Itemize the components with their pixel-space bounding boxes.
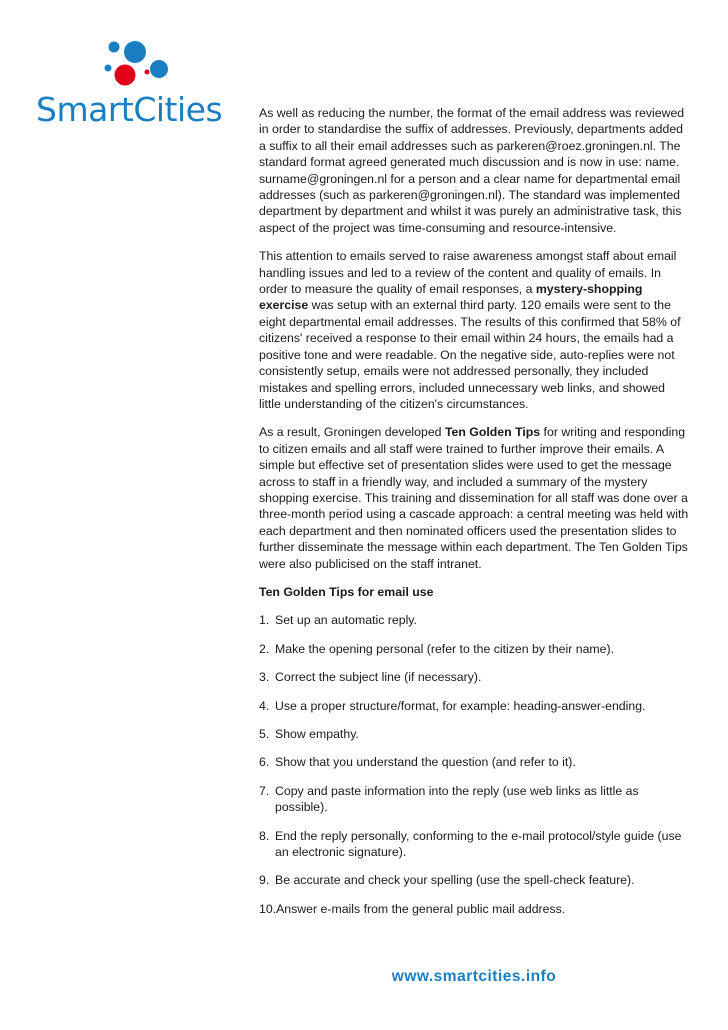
list-number: 5. xyxy=(259,727,270,741)
list-item xyxy=(259,901,689,917)
list-number: 7. xyxy=(259,783,270,798)
list-number: 10. xyxy=(259,901,277,916)
bold-term: Ten Golden Tips xyxy=(444,425,541,440)
list-number: 3. xyxy=(259,670,270,685)
list-number: 8. xyxy=(259,828,270,843)
logo-wordmark xyxy=(36,90,223,129)
list-item xyxy=(259,872,689,888)
list-item xyxy=(259,669,689,685)
list-item xyxy=(259,726,689,742)
list-text: End the reply personally, conforming to the e-mail protocol/style guide (use an electronic signature). xyxy=(275,828,682,860)
list-text: Show that you understand the question (and refer to it). xyxy=(275,755,576,770)
logo-dots-icon xyxy=(36,38,236,98)
list-item xyxy=(259,754,689,770)
list-text: Use a proper structure/format, for example: heading-answer-ending. xyxy=(275,698,646,713)
tips-list xyxy=(259,612,689,917)
list-text: Set up an automatic reply. xyxy=(275,613,417,628)
logo-word-cities: Cities xyxy=(133,90,223,129)
list-item xyxy=(259,612,689,628)
footer-url[interactable]: www.smartcities.info xyxy=(391,968,557,985)
list-text: Copy and paste information into the reply (use web links as little as possible). xyxy=(275,783,639,815)
list-text: Show empathy. xyxy=(275,727,359,741)
list-text: Answer e-mails from the general public mail address. xyxy=(276,901,566,916)
list-number: 1. xyxy=(259,613,270,628)
paragraph-mystery-shopping xyxy=(259,248,689,412)
tips-heading: Ten Golden Tips for email use xyxy=(259,584,434,599)
main-content xyxy=(259,105,689,929)
list-item xyxy=(259,783,689,816)
list-item xyxy=(259,828,689,861)
paragraph-text: for writing and responding to citizen emails and all staff were trained to further improve their emails. A simple but effective set of presentation slides were used to get the message across to staff in a friendly way, and included a summary of the mystery shopping exercise. This training and dissemination for all staff was done over a three-month period using a cascade approach: a central meeting was held with each department and then nominated officers used the presentation slides to further disseminate the message within each department. The Ten Golden Tips were also publicised on the staff intranet. xyxy=(259,425,689,571)
paragraph-email-format: As well as reducing the number, the format of the email address was reviewed in order to standardise the suffix of addresses. Previously, departments added a suffix to all their email addresses such as parkeren@roez.groningen.nl. The standard format agreed generated much discussion and is now in use: name. surname@groningen.nl for a person and a clear name for departmental email addresses (such as parkeren@groningen.nl). The standard was implemented department by department and whilst it was purely an administrative task, this aspect of the project was time-consuming and resource-intensive. xyxy=(259,106,685,235)
bold-term: mystery-shopping exercise xyxy=(259,282,643,313)
paragraph-text: This attention to emails served to raise awareness amongst staff about email handling issues and led to a review of the content and quality of emails. In order to measure the quality of email responses, a xyxy=(259,249,677,297)
list-item xyxy=(259,698,689,714)
list-text: Make the opening personal (refer to the citizen by their name). xyxy=(275,641,615,656)
paragraph-text: was setup with an external third party. 120 emails were sent to the eight departmental email addresses. The results of this confirmed that 58% of citizens' received a response to their email within 24 hours, the emails had a positive tone and were readable. On the negative side, auto-replies were not consistently setup, emails were not addressed personally, they included mistakes and spelling errors, included unnecessary web links, and showed little understanding of the citizen's circumstances. xyxy=(259,298,681,411)
logo-word-smart: Smart xyxy=(36,90,134,129)
paragraph-golden-tips xyxy=(259,424,689,572)
smartcities-logo xyxy=(36,38,236,138)
list-number: 9. xyxy=(259,873,270,888)
list-number: 6. xyxy=(259,755,270,770)
list-item xyxy=(259,641,689,657)
paragraph-text: As a result, Groningen developed xyxy=(259,425,445,440)
list-number: 4. xyxy=(259,698,270,713)
list-number: 2. xyxy=(259,641,270,656)
list-text: Correct the subject line (if necessary). xyxy=(275,670,482,685)
list-text: Be accurate and check your spelling (use the spell-check feature). xyxy=(275,873,635,888)
